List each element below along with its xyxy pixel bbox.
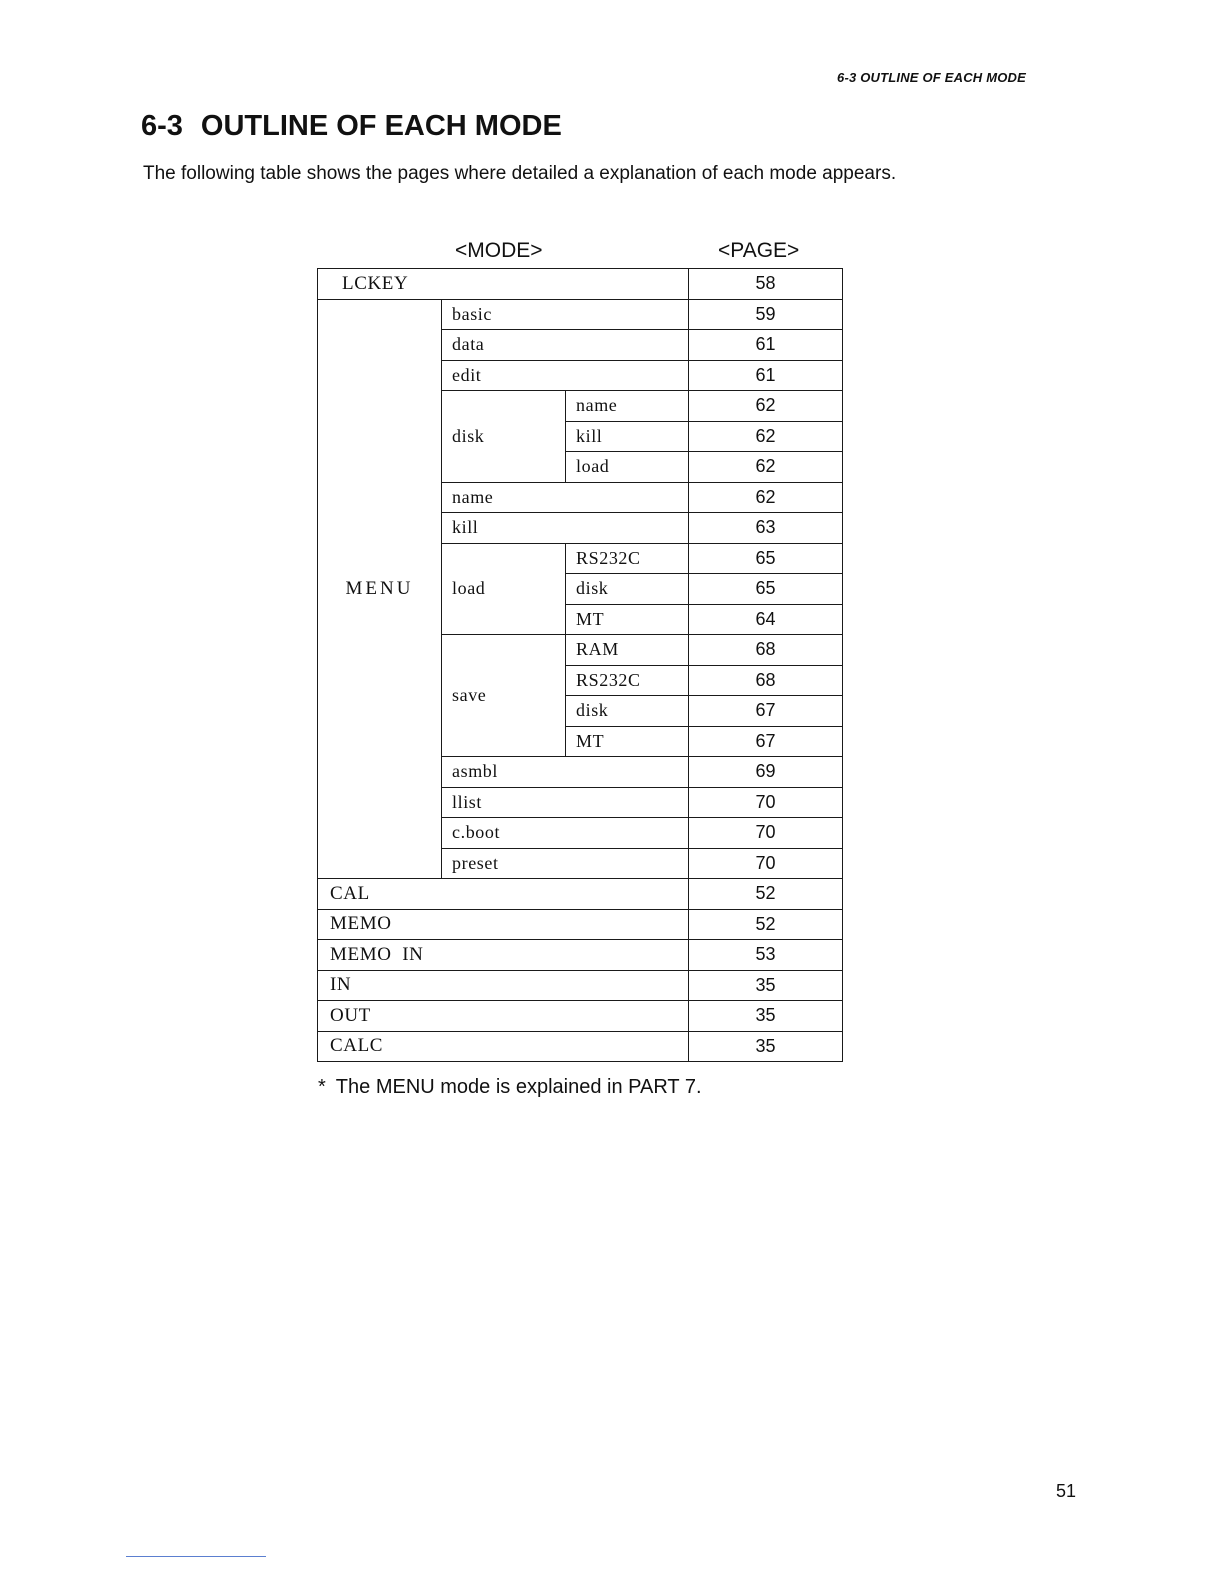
mode-cell: disk — [566, 696, 689, 727]
page-cell: 58 — [689, 269, 843, 300]
mode-cell: RAM — [566, 635, 689, 666]
page-cell: 70 — [689, 818, 843, 849]
mode-cell: MT — [566, 726, 689, 757]
footnote-marker: * — [318, 1076, 326, 1098]
page-cell: 62 — [689, 391, 843, 422]
mode-cell: name — [566, 391, 689, 422]
mode-cell: preset — [442, 848, 689, 879]
mode-cell: asmbl — [442, 757, 689, 788]
page-cell: 53 — [689, 940, 843, 971]
mode-cell: name — [442, 482, 689, 513]
page-cell: 61 — [689, 330, 843, 361]
page-cell: 63 — [689, 513, 843, 544]
page-cell: 52 — [689, 909, 843, 940]
mode-cell: MEMO — [318, 909, 689, 940]
table-row — [318, 940, 843, 971]
page-cell: 35 — [689, 1001, 843, 1032]
section-number: 6-3 — [141, 110, 183, 142]
page-cell: 62 — [689, 421, 843, 452]
mode-cell: CALC — [318, 1031, 689, 1062]
page-cell: 67 — [689, 726, 843, 757]
page-cell: 69 — [689, 757, 843, 788]
mode-cell: disk — [566, 574, 689, 605]
page-cell: 52 — [689, 879, 843, 910]
page-cell: 70 — [689, 787, 843, 818]
mode-cell: OUT — [318, 1001, 689, 1032]
section-title — [141, 110, 562, 143]
mode-page-table — [317, 268, 843, 1062]
table-row — [318, 1031, 843, 1062]
page-cell: 61 — [689, 360, 843, 391]
footnote — [318, 1076, 702, 1099]
page-cell: 35 — [689, 970, 843, 1001]
mode-column-header: <MODE> — [455, 239, 543, 262]
table-row — [318, 879, 843, 910]
table-row — [318, 909, 843, 940]
page-cell: 62 — [689, 452, 843, 483]
page-cell: 62 — [689, 482, 843, 513]
page-cell: 65 — [689, 574, 843, 605]
page-cell: 70 — [689, 848, 843, 879]
page-number: 51 — [1056, 1481, 1077, 1501]
mode-cell: MEMO IN — [318, 940, 689, 971]
table-row — [318, 269, 843, 300]
page-column-header: <PAGE> — [718, 239, 800, 262]
mode-cell: data — [442, 330, 689, 361]
page-cell: 67 — [689, 696, 843, 727]
page-cell: 59 — [689, 299, 843, 330]
submenu-group-cell: load — [442, 543, 566, 635]
table-row — [318, 299, 843, 330]
submenu-group-cell: disk — [442, 391, 566, 483]
menu-group-cell: MENU — [318, 299, 442, 879]
mode-cell: RS232C — [566, 665, 689, 696]
mode-cell: kill — [566, 421, 689, 452]
page-cell: 35 — [689, 1031, 843, 1062]
mode-cell: load — [566, 452, 689, 483]
mode-cell: c.boot — [442, 818, 689, 849]
footnote-text: The MENU mode is explained in PART 7. — [335, 1076, 702, 1098]
mode-cell: IN — [318, 970, 689, 1001]
running-head: 6-3 OUTLINE OF EACH MODE — [837, 70, 1026, 85]
scan-edge-rule — [126, 1556, 266, 1557]
page-cell: 68 — [689, 635, 843, 666]
mode-cell: kill — [442, 513, 689, 544]
page-cell: 65 — [689, 543, 843, 574]
submenu-group-cell: save — [442, 635, 566, 757]
mode-cell: LCKEY — [318, 269, 689, 300]
mode-cell: edit — [442, 360, 689, 391]
table-row — [318, 1001, 843, 1032]
page-cell: 64 — [689, 604, 843, 635]
mode-cell: llist — [442, 787, 689, 818]
mode-cell: RS232C — [566, 543, 689, 574]
intro-paragraph: The following table shows the pages where detailed a explanation of each mode appears. — [143, 163, 897, 184]
mode-cell: CAL — [318, 879, 689, 910]
page-cell: 68 — [689, 665, 843, 696]
mode-cell: MT — [566, 604, 689, 635]
mode-cell: basic — [442, 299, 689, 330]
table-row — [318, 970, 843, 1001]
section-title-text: OUTLINE OF EACH MODE — [200, 110, 562, 142]
